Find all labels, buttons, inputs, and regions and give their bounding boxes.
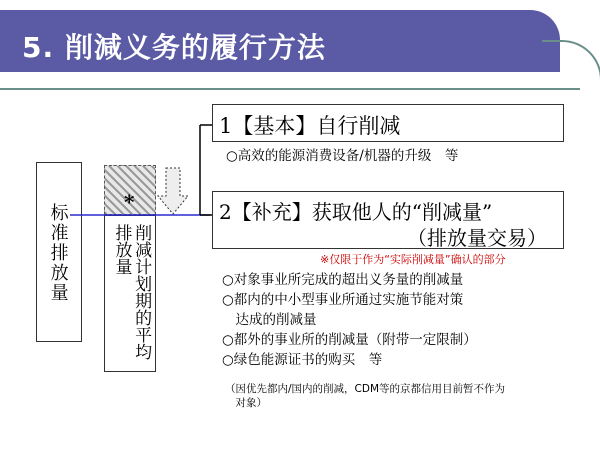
baseline-emissions-box bbox=[36, 162, 82, 342]
dashed-down-arrow bbox=[158, 168, 188, 214]
list-item: ○都内的中小型事业所通过实施节能对策 bbox=[222, 292, 464, 308]
title-bar bbox=[0, 10, 560, 72]
list-item: ○都外的事业所的削减量（附带一定限制） bbox=[222, 332, 477, 348]
footnote bbox=[225, 382, 505, 410]
planned-average-emissions-box bbox=[104, 215, 156, 372]
footnote-line-1: （因优先都内/国内的削减，CDM等的京都信用目前暂不作为 bbox=[225, 383, 506, 395]
footnote-line-2: 对象） bbox=[225, 397, 267, 409]
option-1-subtext: ○高效的能源消费设备/机器的升级 等 bbox=[226, 148, 459, 164]
option-2-line2: （排放量交易） bbox=[407, 226, 547, 250]
frame-curve bbox=[542, 40, 600, 460]
list-item: 达成的削减量 bbox=[222, 312, 317, 328]
option-2-line1: 2【补充】获取他人的“削减量” bbox=[219, 200, 493, 224]
page-title: 5. 削減义务的履行方法 bbox=[22, 31, 326, 64]
planned-average-emissions-label: 削减计划期的平均排放量 bbox=[111, 224, 152, 360]
option-1-label: 1【基本】自行削减 bbox=[219, 114, 401, 138]
red-note: ※仅限于作为“实际削减量”确认的部分 bbox=[320, 253, 506, 266]
frame-divider bbox=[0, 88, 580, 90]
option-1-box bbox=[212, 104, 564, 142]
option-2-box bbox=[212, 191, 564, 249]
asterisk-marker: * bbox=[124, 190, 135, 214]
list-item: ○对象事业所完成的超出义务量的削减量 bbox=[222, 272, 464, 288]
list-item: ○绿色能源证书的购买 等 bbox=[222, 352, 383, 368]
baseline-emissions-label: 标准排放量 bbox=[47, 203, 69, 303]
